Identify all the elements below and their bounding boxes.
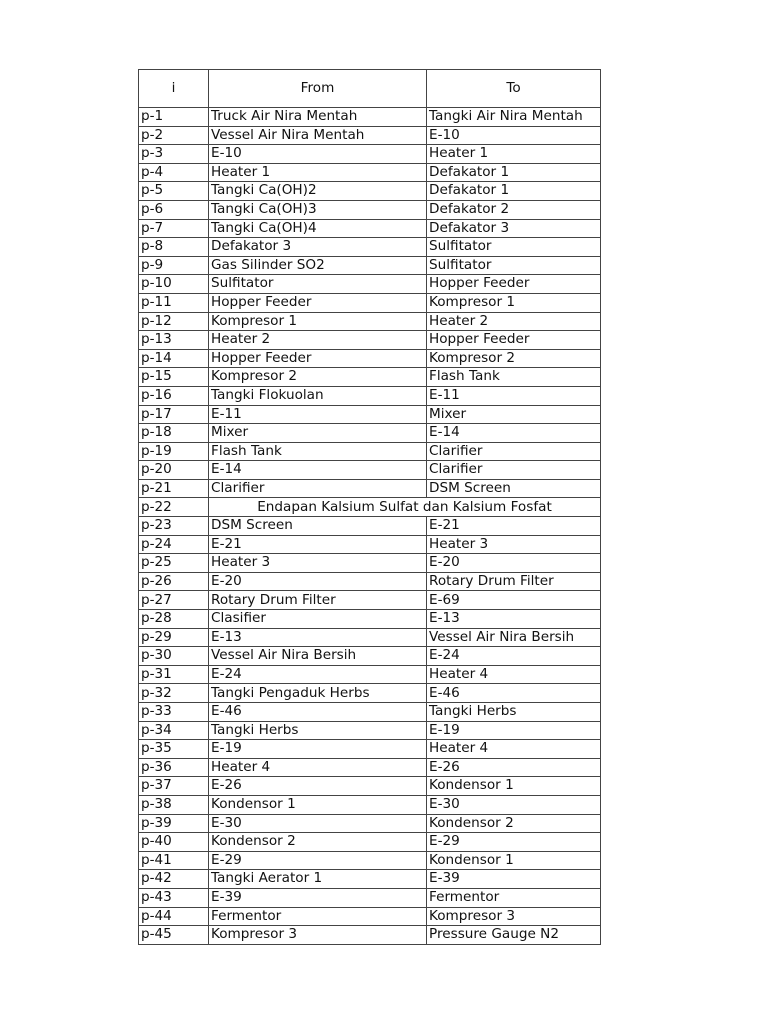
table-body	[139, 108, 601, 945]
to-cell: Defakator 3	[427, 219, 601, 238]
table-row	[139, 926, 601, 945]
to-cell: E-19	[427, 721, 601, 740]
table-row	[139, 647, 601, 666]
from-cell: Truck Air Nira Mentah	[209, 108, 427, 127]
stream-id-cell: p-3	[139, 145, 209, 164]
header-from: From	[209, 70, 427, 108]
from-cell: Kompresor 2	[209, 368, 427, 387]
table-row	[139, 833, 601, 852]
header-to: To	[427, 70, 601, 108]
table-row	[139, 256, 601, 275]
stream-id-cell: p-13	[139, 331, 209, 350]
table-row	[139, 182, 601, 201]
to-cell: Heater 1	[427, 145, 601, 164]
from-cell: Vessel Air Nira Bersih	[209, 647, 427, 666]
stream-id-cell: p-32	[139, 684, 209, 703]
table-row	[139, 628, 601, 647]
from-cell: Tangki Ca(OH)2	[209, 182, 427, 201]
stream-id-cell: p-42	[139, 870, 209, 889]
to-cell: Kompresor 2	[427, 349, 601, 368]
from-cell: Sulfitator	[209, 275, 427, 294]
stream-id-cell: p-16	[139, 386, 209, 405]
from-cell: Gas Silinder SO2	[209, 256, 427, 275]
from-cell: E-11	[209, 405, 427, 424]
stream-id-cell: p-18	[139, 424, 209, 443]
from-cell: Tangki Herbs	[209, 721, 427, 740]
table-row	[139, 293, 601, 312]
to-cell: Heater 4	[427, 740, 601, 759]
stream-id-cell: p-17	[139, 405, 209, 424]
to-cell: Defakator 1	[427, 163, 601, 182]
stream-id-cell: p-5	[139, 182, 209, 201]
to-cell: Defakator 1	[427, 182, 601, 201]
from-cell: Hopper Feeder	[209, 293, 427, 312]
table-row	[139, 684, 601, 703]
from-cell: Tangki Pengaduk Herbs	[209, 684, 427, 703]
merged-description-cell: Endapan Kalsium Sulfat dan Kalsium Fosfat	[209, 498, 601, 517]
from-cell: Kondensor 1	[209, 795, 427, 814]
table-row	[139, 572, 601, 591]
stream-id-cell: p-41	[139, 851, 209, 870]
stream-id-cell: p-4	[139, 163, 209, 182]
stream-id-cell: p-11	[139, 293, 209, 312]
to-cell: E-11	[427, 386, 601, 405]
table-row	[139, 108, 601, 127]
to-cell: Kompresor 1	[427, 293, 601, 312]
table-row	[139, 126, 601, 145]
from-cell: E-30	[209, 814, 427, 833]
to-cell: E-26	[427, 758, 601, 777]
from-cell: Defakator 3	[209, 238, 427, 257]
table-row	[139, 851, 601, 870]
to-cell: Sulfitator	[427, 238, 601, 257]
stream-id-cell: p-43	[139, 888, 209, 907]
to-cell: E-39	[427, 870, 601, 889]
from-cell: Clasifier	[209, 610, 427, 629]
from-cell: Heater 3	[209, 554, 427, 573]
table-row	[139, 461, 601, 480]
table-row	[139, 219, 601, 238]
from-cell: E-29	[209, 851, 427, 870]
from-cell: Tangki Ca(OH)3	[209, 200, 427, 219]
table-row	[139, 870, 601, 889]
to-cell: E-20	[427, 554, 601, 573]
table-row	[139, 703, 601, 722]
from-cell: E-20	[209, 572, 427, 591]
to-cell: Mixer	[427, 405, 601, 424]
stream-id-cell: p-44	[139, 907, 209, 926]
stream-id-cell: p-36	[139, 758, 209, 777]
from-cell: Vessel Air Nira Mentah	[209, 126, 427, 145]
from-cell: E-26	[209, 777, 427, 796]
to-cell: Kondensor 1	[427, 851, 601, 870]
to-cell: E-14	[427, 424, 601, 443]
to-cell: E-69	[427, 591, 601, 610]
from-cell: Hopper Feeder	[209, 349, 427, 368]
header-row	[139, 70, 601, 108]
to-cell: Tangki Air Nira Mentah	[427, 108, 601, 127]
table-row	[139, 795, 601, 814]
table-row	[139, 424, 601, 443]
table-row	[139, 535, 601, 554]
from-cell: Heater 1	[209, 163, 427, 182]
stream-id-cell: p-1	[139, 108, 209, 127]
from-cell: E-10	[209, 145, 427, 164]
stream-id-cell: p-45	[139, 926, 209, 945]
from-cell: E-46	[209, 703, 427, 722]
table-row	[139, 386, 601, 405]
table-row	[139, 275, 601, 294]
table-row	[139, 200, 601, 219]
table-row	[139, 331, 601, 350]
stream-id-cell: p-8	[139, 238, 209, 257]
from-cell: E-21	[209, 535, 427, 554]
table-row	[139, 907, 601, 926]
to-cell: Clarifier	[427, 442, 601, 461]
to-cell: Sulfitator	[427, 256, 601, 275]
stream-id-cell: p-38	[139, 795, 209, 814]
to-cell: Flash Tank	[427, 368, 601, 387]
to-cell: Tangki Herbs	[427, 703, 601, 722]
stream-id-cell: p-9	[139, 256, 209, 275]
stream-id-cell: p-14	[139, 349, 209, 368]
to-cell: Defakator 2	[427, 200, 601, 219]
table-row	[139, 591, 601, 610]
table-row	[139, 721, 601, 740]
table-row	[139, 145, 601, 164]
table-row	[139, 740, 601, 759]
stream-id-cell: p-20	[139, 461, 209, 480]
stream-id-cell: p-7	[139, 219, 209, 238]
stream-id-cell: p-33	[139, 703, 209, 722]
table-row	[139, 814, 601, 833]
table-row	[139, 442, 601, 461]
from-cell: Fermentor	[209, 907, 427, 926]
to-cell: Kondensor 1	[427, 777, 601, 796]
stream-id-cell: p-21	[139, 479, 209, 498]
stream-id-cell: p-22	[139, 498, 209, 517]
to-cell: DSM Screen	[427, 479, 601, 498]
to-cell: Hopper Feeder	[427, 331, 601, 350]
to-cell: Pressure Gauge N2	[427, 926, 601, 945]
from-cell: E-14	[209, 461, 427, 480]
table-row	[139, 479, 601, 498]
stream-id-cell: p-23	[139, 517, 209, 536]
stream-id-cell: p-39	[139, 814, 209, 833]
stream-id-cell: p-34	[139, 721, 209, 740]
to-cell: E-10	[427, 126, 601, 145]
table-row	[139, 163, 601, 182]
from-cell: E-13	[209, 628, 427, 647]
from-cell: Clarifier	[209, 479, 427, 498]
table-row	[139, 758, 601, 777]
to-cell: Heater 4	[427, 665, 601, 684]
table-row	[139, 554, 601, 573]
table-row	[139, 405, 601, 424]
to-cell: Vessel Air Nira Bersih	[427, 628, 601, 647]
from-cell: E-24	[209, 665, 427, 684]
to-cell: E-21	[427, 517, 601, 536]
stream-id-cell: p-31	[139, 665, 209, 684]
to-cell: Clarifier	[427, 461, 601, 480]
to-cell: E-46	[427, 684, 601, 703]
stream-id-cell: p-10	[139, 275, 209, 294]
from-cell: Mixer	[209, 424, 427, 443]
table-row	[139, 312, 601, 331]
to-cell: E-24	[427, 647, 601, 666]
table-row	[139, 238, 601, 257]
to-cell: E-29	[427, 833, 601, 852]
from-cell: Kompresor 1	[209, 312, 427, 331]
to-cell: Kondensor 2	[427, 814, 601, 833]
from-cell: DSM Screen	[209, 517, 427, 536]
stream-table	[138, 69, 601, 945]
stream-id-cell: p-30	[139, 647, 209, 666]
from-cell: Kondensor 2	[209, 833, 427, 852]
stream-id-cell: p-37	[139, 777, 209, 796]
stream-id-cell: p-27	[139, 591, 209, 610]
from-cell: E-39	[209, 888, 427, 907]
from-cell: Tangki Flokuolan	[209, 386, 427, 405]
stream-id-cell: p-12	[139, 312, 209, 331]
from-cell: Tangki Aerator 1	[209, 870, 427, 889]
stream-id-cell: p-28	[139, 610, 209, 629]
stream-id-cell: p-26	[139, 572, 209, 591]
stream-id-cell: p-15	[139, 368, 209, 387]
table-row	[139, 368, 601, 387]
header-i: i	[139, 70, 209, 108]
table-row	[139, 349, 601, 368]
table-row	[139, 610, 601, 629]
stream-id-cell: p-24	[139, 535, 209, 554]
to-cell: E-30	[427, 795, 601, 814]
stream-id-cell: p-6	[139, 200, 209, 219]
to-cell: Kompresor 3	[427, 907, 601, 926]
from-cell: E-19	[209, 740, 427, 759]
from-cell: Flash Tank	[209, 442, 427, 461]
from-cell: Rotary Drum Filter	[209, 591, 427, 610]
table-row	[139, 777, 601, 796]
to-cell: E-13	[427, 610, 601, 629]
stream-id-cell: p-40	[139, 833, 209, 852]
from-cell: Heater 2	[209, 331, 427, 350]
to-cell: Heater 3	[427, 535, 601, 554]
to-cell: Hopper Feeder	[427, 275, 601, 294]
table-row	[139, 888, 601, 907]
table-row	[139, 517, 601, 536]
stream-id-cell: p-29	[139, 628, 209, 647]
stream-id-cell: p-2	[139, 126, 209, 145]
stream-id-cell: p-25	[139, 554, 209, 573]
from-cell: Kompresor 3	[209, 926, 427, 945]
to-cell: Fermentor	[427, 888, 601, 907]
to-cell: Rotary Drum Filter	[427, 572, 601, 591]
from-cell: Tangki Ca(OH)4	[209, 219, 427, 238]
to-cell: Heater 2	[427, 312, 601, 331]
table-row	[139, 665, 601, 684]
from-cell: Heater 4	[209, 758, 427, 777]
stream-id-cell: p-35	[139, 740, 209, 759]
table-row	[139, 498, 601, 517]
stream-id-cell: p-19	[139, 442, 209, 461]
